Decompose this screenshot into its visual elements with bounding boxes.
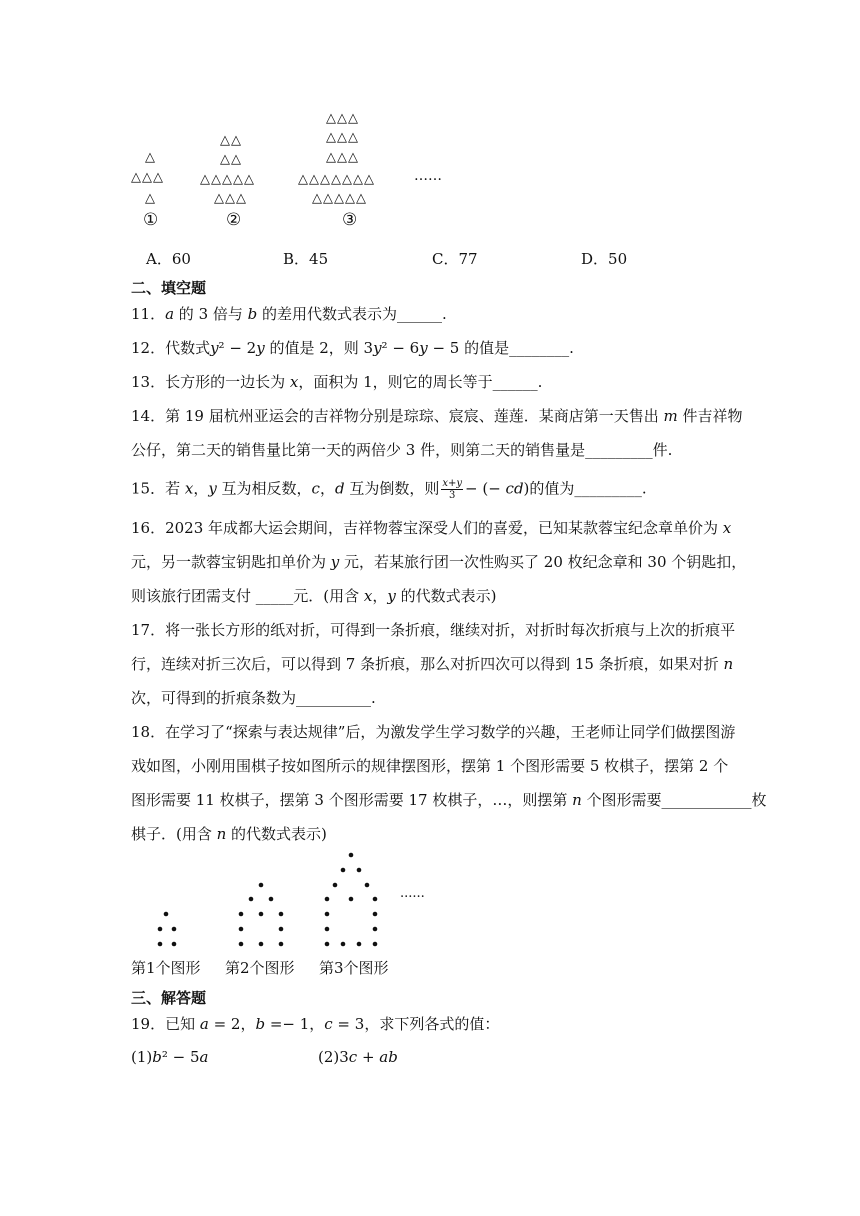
option-a: A．60: [146, 250, 191, 268]
triangle-row: △: [145, 191, 156, 206]
question-17-line-2: 行，连续对折三次后，可以得到 7 条折痕，那么对折四次可以得到 15 条折痕，如果对折 𝑛: [131, 655, 734, 673]
caption-figure-3: 第3个图形: [319, 959, 389, 977]
question-17-line-3: 次，可得到的折痕条数为__________.: [131, 689, 376, 707]
triangle-row: △△△: [326, 111, 359, 126]
fraction-denominator: 3: [448, 490, 456, 501]
dot-figure-1: [158, 912, 177, 947]
triangle-row: △△: [220, 133, 242, 148]
option-c: C．77: [432, 250, 478, 268]
question-13: 13．长方形的一边长为 𝑥，面积为 1，则它的周长等于______.: [131, 373, 543, 391]
question-19-part-2: (2)3𝑐 + 𝑎𝑏: [318, 1048, 398, 1066]
figure-label-3: ③: [342, 210, 358, 230]
question-18-line-2: 戏如图，小刚用围棋子按如图所示的规律摆图形，摆第 1 个图形需要 5 枚棋子，摆第 2 个: [131, 757, 729, 775]
option-d: D．50: [581, 250, 628, 268]
triangle-row: △△: [220, 152, 242, 167]
question-15-text-end: − (− 𝑐𝑑)的值为_________.: [465, 479, 647, 498]
triangle-row: △△△△△: [200, 172, 255, 187]
question-12: 12．代数式𝑦² − 2𝑦 的值是 2，则 3𝑦² − 6𝑦 − 5 的值是________.: [131, 339, 574, 357]
question-16-line-2: 元，另一款蓉宝钥匙扣单价为 𝑦 元，若某旅行团一次性购买了 20 枚纪念章和 30 个钥匙扣，: [131, 553, 747, 571]
figure-ellipsis: ……: [414, 168, 442, 184]
triangle-row: △△△: [326, 130, 359, 145]
question-18-line-3: 图形需要 11 枚棋子，摆第 3 个图形需要 17 枚棋子，…，则摆第 𝑛 个图形需要____________枚: [131, 791, 767, 809]
figure-label-1: ①: [143, 210, 159, 230]
fraction-numerator: 𝑥+𝑦: [442, 478, 463, 489]
question-14-line-2: 公仔，第二天的销售量比第一天的两倍少 3 件，则第二天的销售量是_________件.: [131, 441, 673, 459]
triangle-row: △△△△△: [312, 191, 367, 206]
fraction: [441, 478, 463, 501]
question-18-line-4: 棋子．(用含 𝑛 的代数式表示): [131, 825, 327, 843]
option-b: B．45: [283, 250, 329, 268]
question-15-text: 15．若 𝑥，𝑦 互为相反数，𝑐，𝑑 互为倒数，则: [131, 479, 440, 498]
triangle-row: △: [145, 150, 156, 165]
dot-figure-2: [239, 883, 284, 947]
figure-label-2: ②: [226, 210, 242, 230]
section-heading-solve: 三、解答题: [131, 989, 207, 1007]
question-16-line-1: 16．2023 年成都大运会期间，吉祥物蓉宝深受人们的喜爱，已知某款蓉宝纪念章单价为 𝑥: [131, 519, 732, 537]
question-11: 11．𝑎 的 3 倍与 𝑏 的差用代数式表示为______.: [131, 305, 447, 323]
triangle-row: △△△: [326, 150, 359, 165]
triangle-row: △△△: [214, 191, 247, 206]
question-15: [131, 478, 647, 501]
dot-figure-3: [325, 853, 378, 947]
caption-figure-1: 第1个图形: [131, 959, 201, 977]
question-17-line-1: 17．将一张长方形的纸对折，可得到一条折痕，继续对折，对折时每次折痕与上次的折痕平: [131, 621, 736, 639]
triangle-row: △△△△△△△: [298, 172, 375, 187]
caption-figure-2: 第2个图形: [225, 959, 295, 977]
question-16-line-3: 则该旅行团需支付 _____元．(用含 𝑥，𝑦 的代数式表示): [131, 587, 497, 605]
section-heading-fill-in: 二、填空题: [131, 279, 207, 297]
dot-figures: [140, 845, 440, 955]
question-19: 19．已知 𝑎 = 2，𝑏 =− 1，𝑐 = 3，求下列各式的值：: [131, 1015, 500, 1033]
question-19-part-1: (1)𝑏² − 5𝑎: [131, 1048, 209, 1066]
triangle-row: △△△: [131, 170, 164, 185]
dot-figure-ellipsis: ......: [400, 886, 425, 901]
question-18-line-1: 18．在学习了“探索与表达规律”后，为激发学生学习数学的兴趣，王老师让同学们做摆图游: [131, 723, 736, 741]
question-14-line-1: 14．第 19 届杭州亚运会的吉祥物分别是琮琮、宸宸、莲莲．某商店第一天售出 𝑚 件吉祥物: [131, 407, 743, 425]
